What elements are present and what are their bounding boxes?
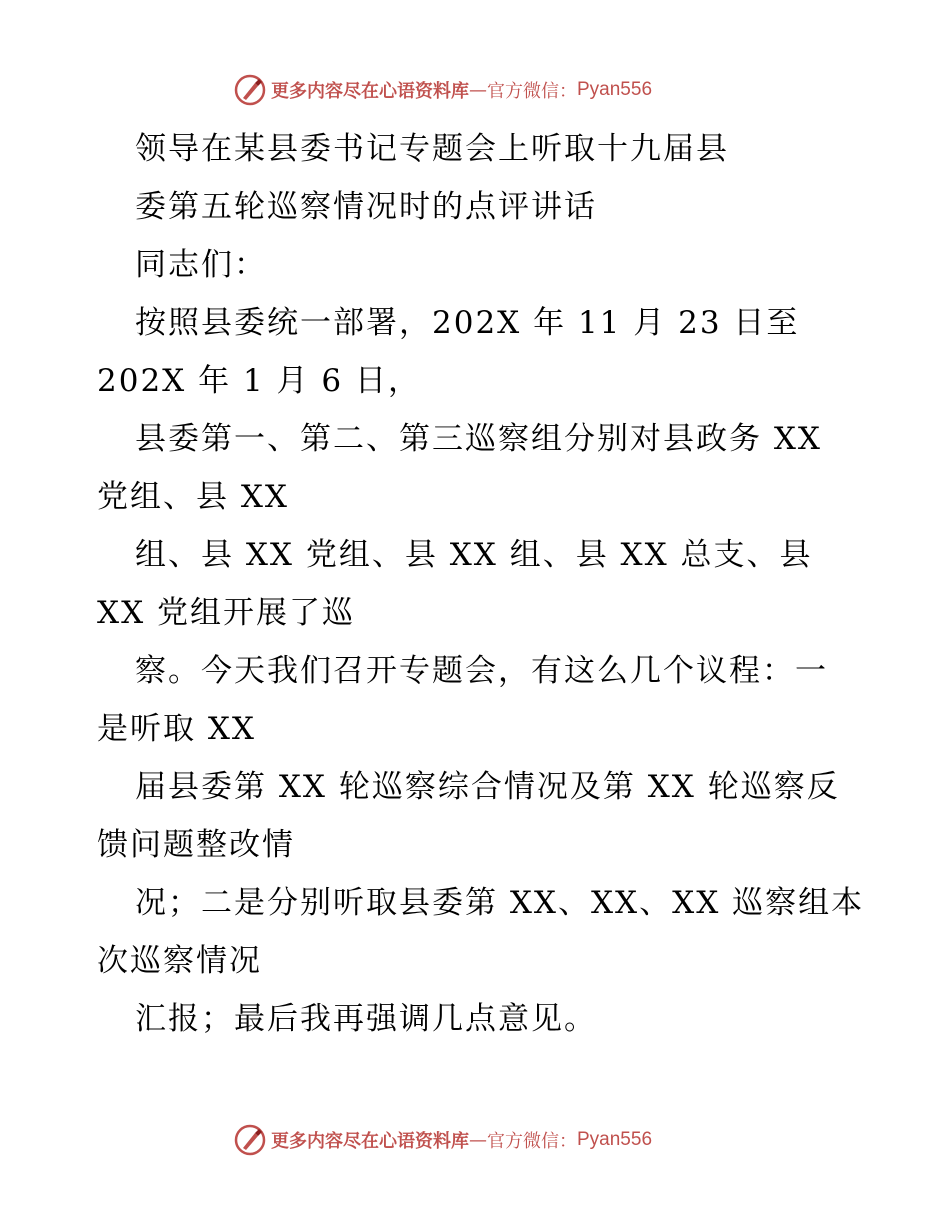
watermark-header — [233, 72, 652, 108]
body-line: 察。今天我们召开专题会，有这么几个议程：一 — [135, 653, 828, 689]
body-line: XX 党组开展了巡 — [97, 595, 355, 631]
body-line: 况；二是分别听取县委第 XX、XX、XX 巡察组本 — [135, 885, 865, 921]
salutation: 同志们： — [135, 247, 267, 283]
watermark-site-text: 更多内容尽在心语资料库 — [271, 81, 469, 102]
body-line: 是听取 XX — [97, 711, 256, 747]
watermark-contact-id: Pyan556 — [577, 79, 653, 100]
watermark-contact-label: 官方微信： — [487, 1131, 577, 1152]
watermark-footer — [233, 1122, 652, 1158]
body-line: 馈问题整改情 — [97, 827, 295, 863]
body-line: 次巡察情况 — [97, 943, 262, 979]
watermark-dash: — — [469, 79, 487, 101]
document-title-line-2: 委第五轮巡察情况时的点评讲话 — [135, 189, 597, 225]
body-line: 届县委第 XX 轮巡察综合情况及第 XX 轮巡察反 — [135, 769, 840, 805]
body-line: 按照县委统一部署，202X 年 11 月 23 日至 — [135, 305, 800, 341]
body-line: 202X 年 1 月 6 日， — [97, 363, 421, 399]
pen-logo-icon — [233, 73, 267, 107]
pen-logo-icon — [233, 1123, 267, 1157]
document-title-line-1: 领导在某县委书记专题会上听取十九届县 — [135, 131, 729, 167]
watermark-site-text: 更多内容尽在心语资料库 — [271, 1131, 469, 1152]
body-line: 汇报；最后我再强调几点意见。 — [135, 1001, 597, 1037]
watermark-contact-label: 官方微信： — [487, 81, 577, 102]
body-line: 县委第一、第二、第三巡察组分别对县政务 XX — [135, 421, 822, 457]
watermark-dash: — — [469, 1129, 487, 1151]
body-line: 党组、县 XX — [97, 479, 289, 515]
watermark-contact-id: Pyan556 — [577, 1129, 653, 1150]
body-line: 组、县 XX 党组、县 XX 组、县 XX 总支、县 — [135, 537, 813, 573]
